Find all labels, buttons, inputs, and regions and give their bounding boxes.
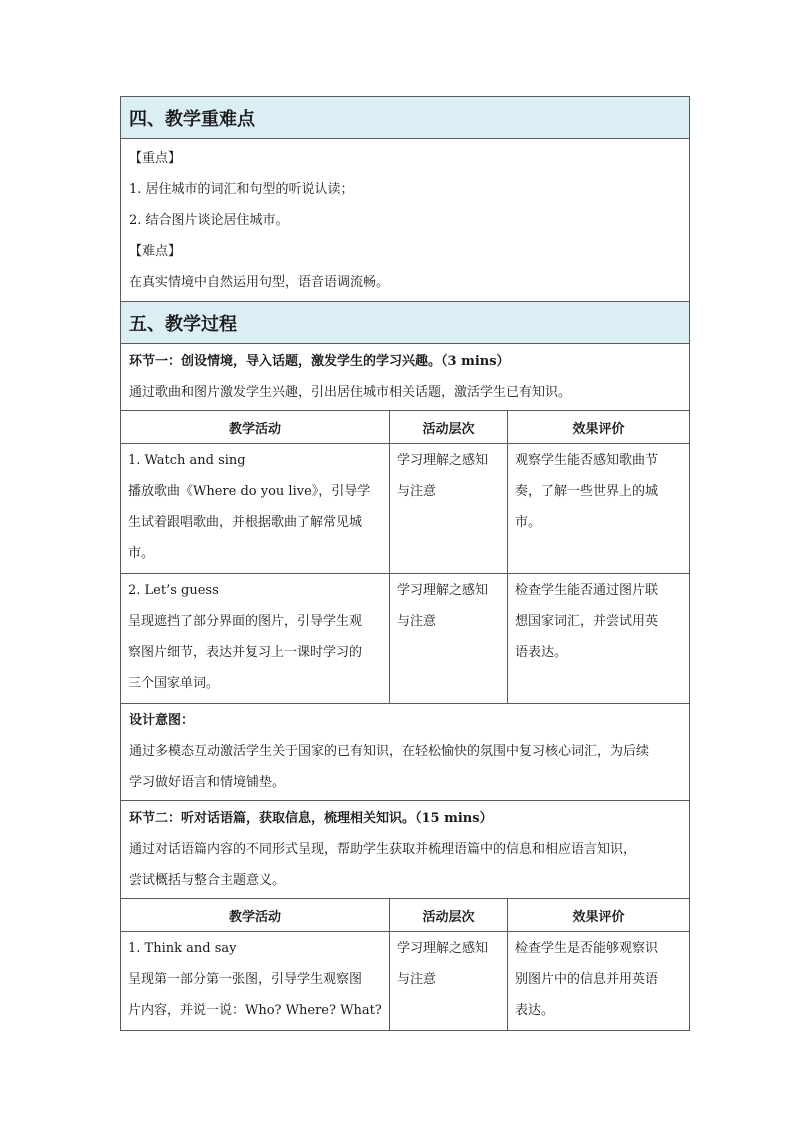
stage2-intro: 尝试概括与整合主题意义。 <box>129 873 286 888</box>
stage1-heading-cell <box>121 344 690 411</box>
level-text: 与注意 <box>397 614 437 629</box>
stage2-intro: 通过对话语篇内容的不同形式呈现，帮助学生获取并梳理语篇中的信息和相应语言知识， <box>129 842 637 857</box>
lesson-plan-table <box>120 96 690 1031</box>
col-evaluation-header: 效果评价 <box>508 411 690 444</box>
evaluation-cell <box>508 574 690 704</box>
level-text: 学习理解之感知 <box>397 941 489 956</box>
activity-text: 生试着跟唱歌曲，并根据歌曲了解常见城 <box>128 515 363 530</box>
table-row <box>121 932 690 1031</box>
activity-text: 播放歌曲《Where do you live》，引导学 <box>128 484 371 499</box>
stage2-heading-row <box>121 801 690 899</box>
evaluation-text: 检查学生能否通过图片联 <box>515 583 659 598</box>
activity-cell <box>121 574 390 704</box>
activity-cell <box>121 444 390 574</box>
evaluation-text: 市。 <box>515 515 542 530</box>
section4-body-row <box>121 139 690 302</box>
design-intent-text: 学习做好语言和情境铺垫。 <box>129 775 286 790</box>
activity-text: 市。 <box>128 546 155 561</box>
stage2-heading-cell <box>121 801 690 899</box>
activity-text: 三个国家单词。 <box>128 676 220 691</box>
col-level-header: 活动层次 <box>390 411 508 444</box>
evaluation-text: 表达。 <box>515 1003 555 1018</box>
activity-text: 呈现遮挡了部分界面的图片，引导学生观 <box>128 614 363 629</box>
section4-body <box>121 139 690 302</box>
evaluation-text: 检查学生是否能够观察识 <box>515 941 659 956</box>
key-point-2: 2. 结合图片谈论居住城市。 <box>129 213 289 228</box>
difficult-point-text: 在真实情境中自然运用句型，语音语调流畅。 <box>129 275 390 290</box>
activity-title: 2. Let’s guess <box>128 583 219 598</box>
stage1-heading: 环节一：创设情境，导入话题，激发学生的学习兴趣。（3 mins） <box>129 354 510 369</box>
design-intent-row <box>121 704 690 801</box>
difficult-points-label: 【难点】 <box>129 244 182 259</box>
activity-text: 察图片细节，表达并复习上一课时学习的 <box>128 645 363 660</box>
key-points-label: 【重点】 <box>129 151 182 166</box>
stage1-heading-row <box>121 344 690 411</box>
evaluation-text: 想国家词汇，并尝试用英 <box>515 614 659 629</box>
level-text: 与注意 <box>397 484 437 499</box>
col-activity-header: 教学活动 <box>121 411 390 444</box>
level-cell <box>390 574 508 704</box>
level-text: 与注意 <box>397 972 437 987</box>
section5-header-row <box>121 302 690 344</box>
design-intent-label: 设计意图： <box>129 713 195 728</box>
design-intent-text: 通过多模态互动激活学生关于国家的已有知识，在轻松愉快的氛围中复习核心词汇，为后续 <box>129 744 650 759</box>
level-text: 学习理解之感知 <box>397 583 489 598</box>
level-text: 学习理解之感知 <box>397 453 489 468</box>
activity-title: 1. Think and say <box>128 941 237 956</box>
stage2-column-header-row <box>121 899 690 932</box>
table-row <box>121 574 690 704</box>
col-evaluation-header: 效果评价 <box>508 899 690 932</box>
evaluation-cell <box>508 932 690 1031</box>
activity-text: 片内容，并说一说：Who? Where? What? <box>128 1003 382 1018</box>
activity-text: 呈现第一部分第一张图，引导学生观察图 <box>128 972 363 987</box>
table-row <box>121 444 690 574</box>
stage1-column-header-row <box>121 411 690 444</box>
level-cell <box>390 444 508 574</box>
col-activity-header: 教学活动 <box>121 899 390 932</box>
key-point-1: 1. 居住城市的词汇和句型的听说认读； <box>129 182 354 197</box>
evaluation-text: 观察学生能否感知歌曲节 <box>515 453 659 468</box>
activity-title: 1. Watch and sing <box>128 453 246 468</box>
level-cell <box>390 932 508 1031</box>
evaluation-text: 语表达。 <box>515 645 568 660</box>
stage2-heading: 环节二：听对话语篇，获取信息，梳理相关知识。（15 mins） <box>129 811 493 826</box>
design-intent-cell <box>121 704 690 801</box>
evaluation-text: 别图片中的信息并用英语 <box>515 972 659 987</box>
evaluation-cell <box>508 444 690 574</box>
lesson-plan-page <box>120 96 689 1031</box>
stage1-intro: 通过歌曲和图片激发学生兴趣，引出居住城市相关话题，激活学生已有知识。 <box>129 385 572 400</box>
section5-title: 五、教学过程 <box>121 302 690 344</box>
col-level-header: 活动层次 <box>390 899 508 932</box>
section4-title: 四、教学重难点 <box>121 97 690 139</box>
evaluation-text: 奏，了解一些世界上的城 <box>515 484 659 499</box>
section4-header-row <box>121 97 690 139</box>
activity-cell <box>121 932 390 1031</box>
